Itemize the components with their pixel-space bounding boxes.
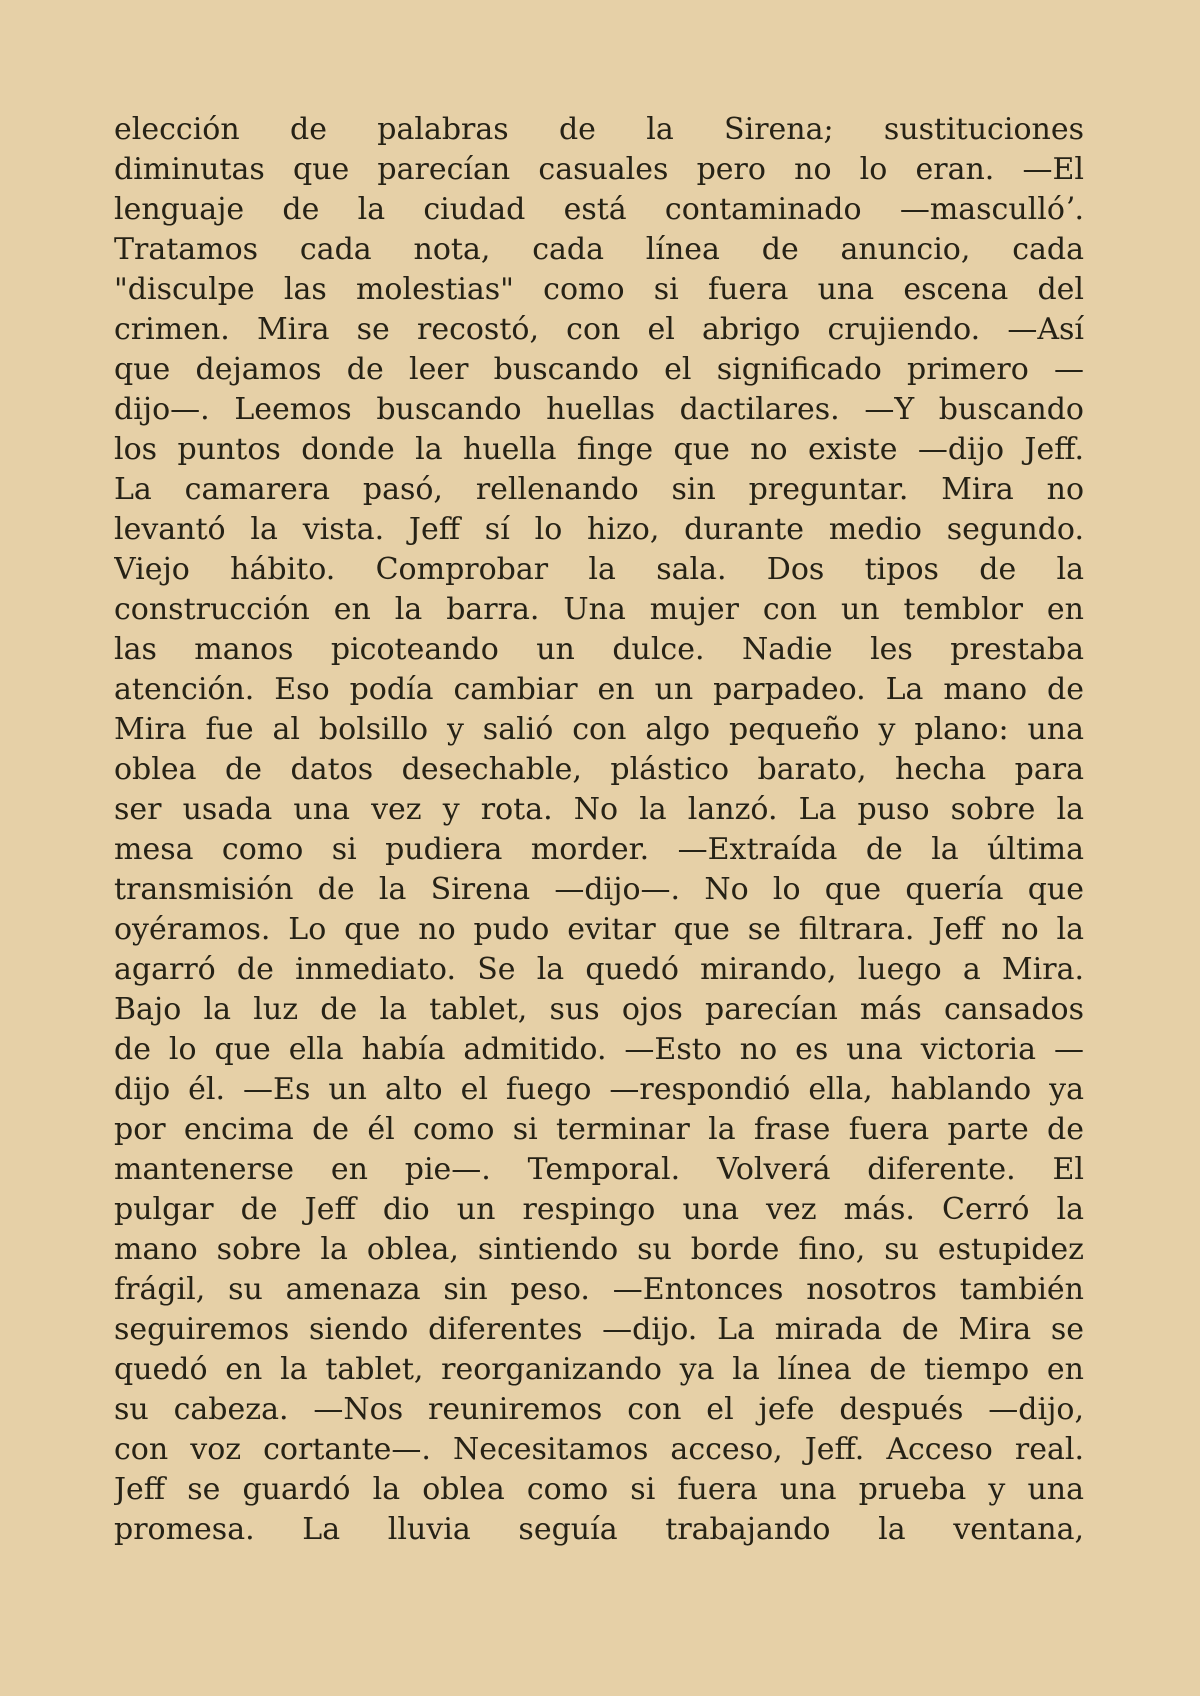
text-line-1: elección de palabras de la Sirena; sustituciones: [114, 112, 1084, 147]
text-line-15: atención. Eso podía cambiar en un parpadeo. La mano de: [114, 672, 1084, 707]
text-line-20: transmisión de la Sirena —dijo—. No lo que quería que: [114, 872, 1084, 907]
text-line-35: Jeff se guardó la oblea como si fuera una prueba y una: [114, 1472, 1084, 1507]
text-line-5: "disculpe las molestias" como si fuera una escena del: [114, 272, 1084, 307]
text-line-33: su cabeza. —Nos reuniremos con el jefe después —dijo,: [114, 1392, 1084, 1427]
text-line-14: las manos picoteando un dulce. Nadie les prestaba: [114, 632, 1084, 667]
page-text: [114, 110, 1084, 1550]
text-line-9: los puntos donde la huella finge que no existe —dijo Jeff.: [114, 432, 1084, 467]
text-line-17: oblea de datos desechable, plástico barato, hecha para: [114, 752, 1084, 787]
text-line-7: que dejamos de leer buscando el significado primero —: [114, 352, 1084, 387]
text-line-19: mesa como si pudiera morder. —Extraída de la última: [114, 832, 1084, 867]
text-line-11: levantó la vista. Jeff sí lo hizo, durante medio segundo.: [114, 512, 1084, 547]
text-line-24: de lo que ella había admitido. —Esto no es una victoria —: [114, 1032, 1084, 1067]
text-line-32: quedó en la tablet, reorganizando ya la línea de tiempo en: [114, 1352, 1084, 1387]
text-line-28: pulgar de Jeff dio un respingo una vez más. Cerró la: [114, 1192, 1084, 1227]
text-line-16: Mira fue al bolsillo y salió con algo pequeño y plano: una: [114, 712, 1084, 747]
text-line-31: seguiremos siendo diferentes —dijo. La mirada de Mira se: [114, 1312, 1084, 1347]
text-line-22: agarró de inmediato. Se la quedó mirando, luego a Mira.: [114, 952, 1084, 987]
text-line-8: dijo—. Leemos buscando huellas dactilares. —Y buscando: [114, 392, 1084, 427]
text-line-25: dijo él. —Es un alto el fuego —respondió ella, hablando ya: [114, 1072, 1084, 1107]
text-line-10: La camarera pasó, rellenando sin preguntar. Mira no: [114, 472, 1084, 507]
text-line-21: oyéramos. Lo que no pudo evitar que se filtrara. Jeff no la: [114, 912, 1084, 947]
text-line-3: lenguaje de la ciudad está contaminado —mascullóʼ.: [114, 192, 1084, 227]
text-line-29: mano sobre la oblea, sintiendo su borde fino, su estupidez: [114, 1232, 1084, 1267]
text-line-13: construcción en la barra. Una mujer con un temblor en: [114, 592, 1084, 627]
text-line-26: por encima de él como si terminar la frase fuera parte de: [114, 1112, 1084, 1147]
text-line-2: diminutas que parecían casuales pero no lo eran. —El: [114, 152, 1084, 187]
text-line-30: frágil, su amenaza sin peso. —Entonces nosotros también: [114, 1272, 1084, 1307]
text-line-36: promesa. La lluvia seguía trabajando la ventana,: [114, 1512, 1084, 1547]
text-line-12: Viejo hábito. Comprobar la sala. Dos tipos de la: [114, 552, 1084, 587]
text-line-18: ser usada una vez y rota. No la lanzó. La puso sobre la: [114, 792, 1084, 827]
text-line-27: mantenerse en pie—. Temporal. Volverá diferente. El: [114, 1152, 1084, 1187]
text-line-34: con voz cortante—. Necesitamos acceso, Jeff. Acceso real.: [114, 1432, 1084, 1467]
text-line-6: crimen. Mira se recostó, con el abrigo crujiendo. —Así: [114, 312, 1084, 347]
text-line-4: Tratamos cada nota, cada línea de anuncio, cada: [114, 232, 1084, 267]
text-line-23: Bajo la luz de la tablet, sus ojos parecían más cansados: [114, 992, 1084, 1027]
